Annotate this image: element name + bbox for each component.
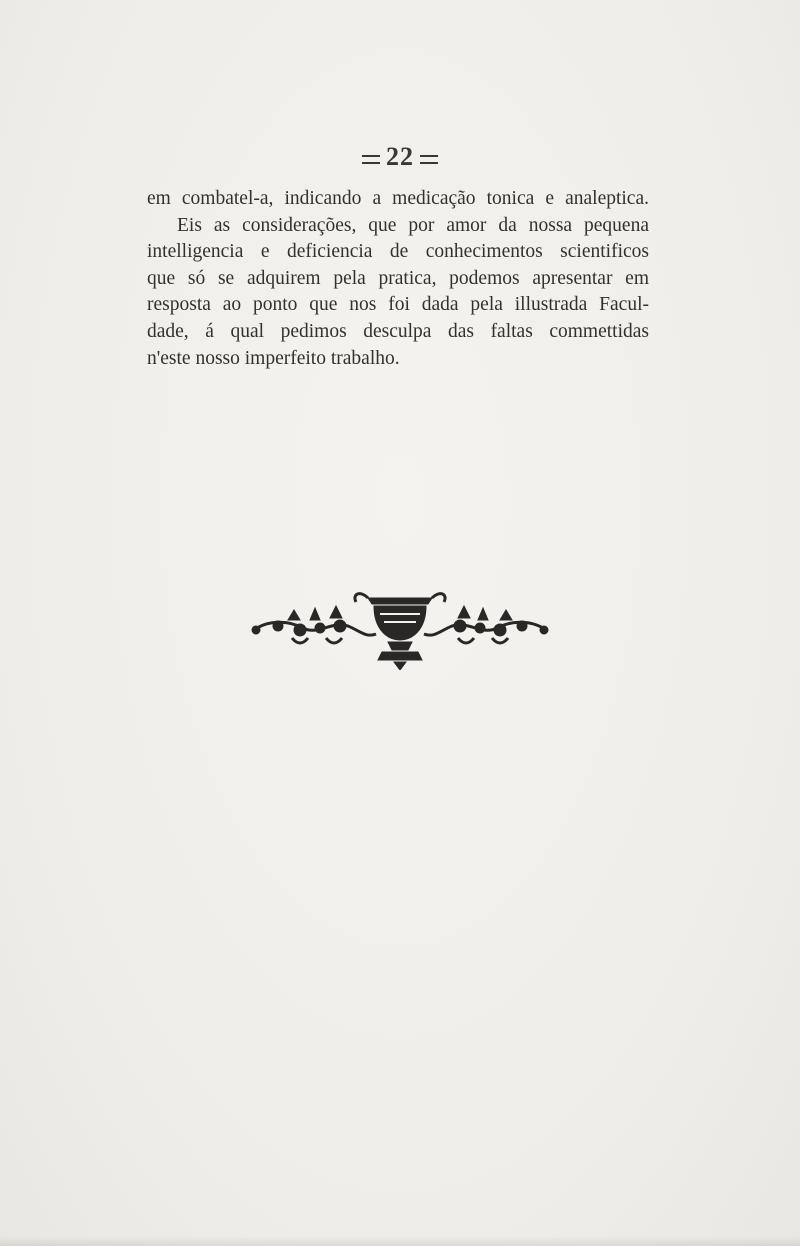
text-line: intelligencia e deficiencia de conhecimentos scientificos bbox=[147, 241, 649, 263]
paragraph-closing bbox=[147, 213, 649, 373]
urn-vignette-icon bbox=[248, 590, 552, 670]
text-line: resposta ao ponto que nos foi dada pela illustrada Facul- bbox=[147, 294, 649, 316]
body-paragraphs bbox=[147, 186, 649, 372]
text-line: em combatel-a, indicando a medicação tonica e analeptica. bbox=[147, 188, 649, 209]
text-line: dade, á qual pedimos desculpa das faltas commettidas bbox=[147, 320, 649, 342]
text-line: que só se adquirem pela pratica, podemos apresentar em bbox=[147, 267, 649, 289]
page-bottom-edge bbox=[0, 1236, 800, 1246]
page-number-text: 22 bbox=[386, 142, 414, 171]
text-line: n'este nosso imperfeito trabalho. bbox=[147, 347, 400, 369]
page-number bbox=[0, 142, 800, 172]
text-line: Eis as considerações, que por amor da nossa pequena bbox=[177, 214, 649, 236]
paragraph-continuation bbox=[147, 186, 649, 213]
right-rule-icon bbox=[420, 155, 438, 164]
left-rule-icon bbox=[362, 155, 380, 164]
